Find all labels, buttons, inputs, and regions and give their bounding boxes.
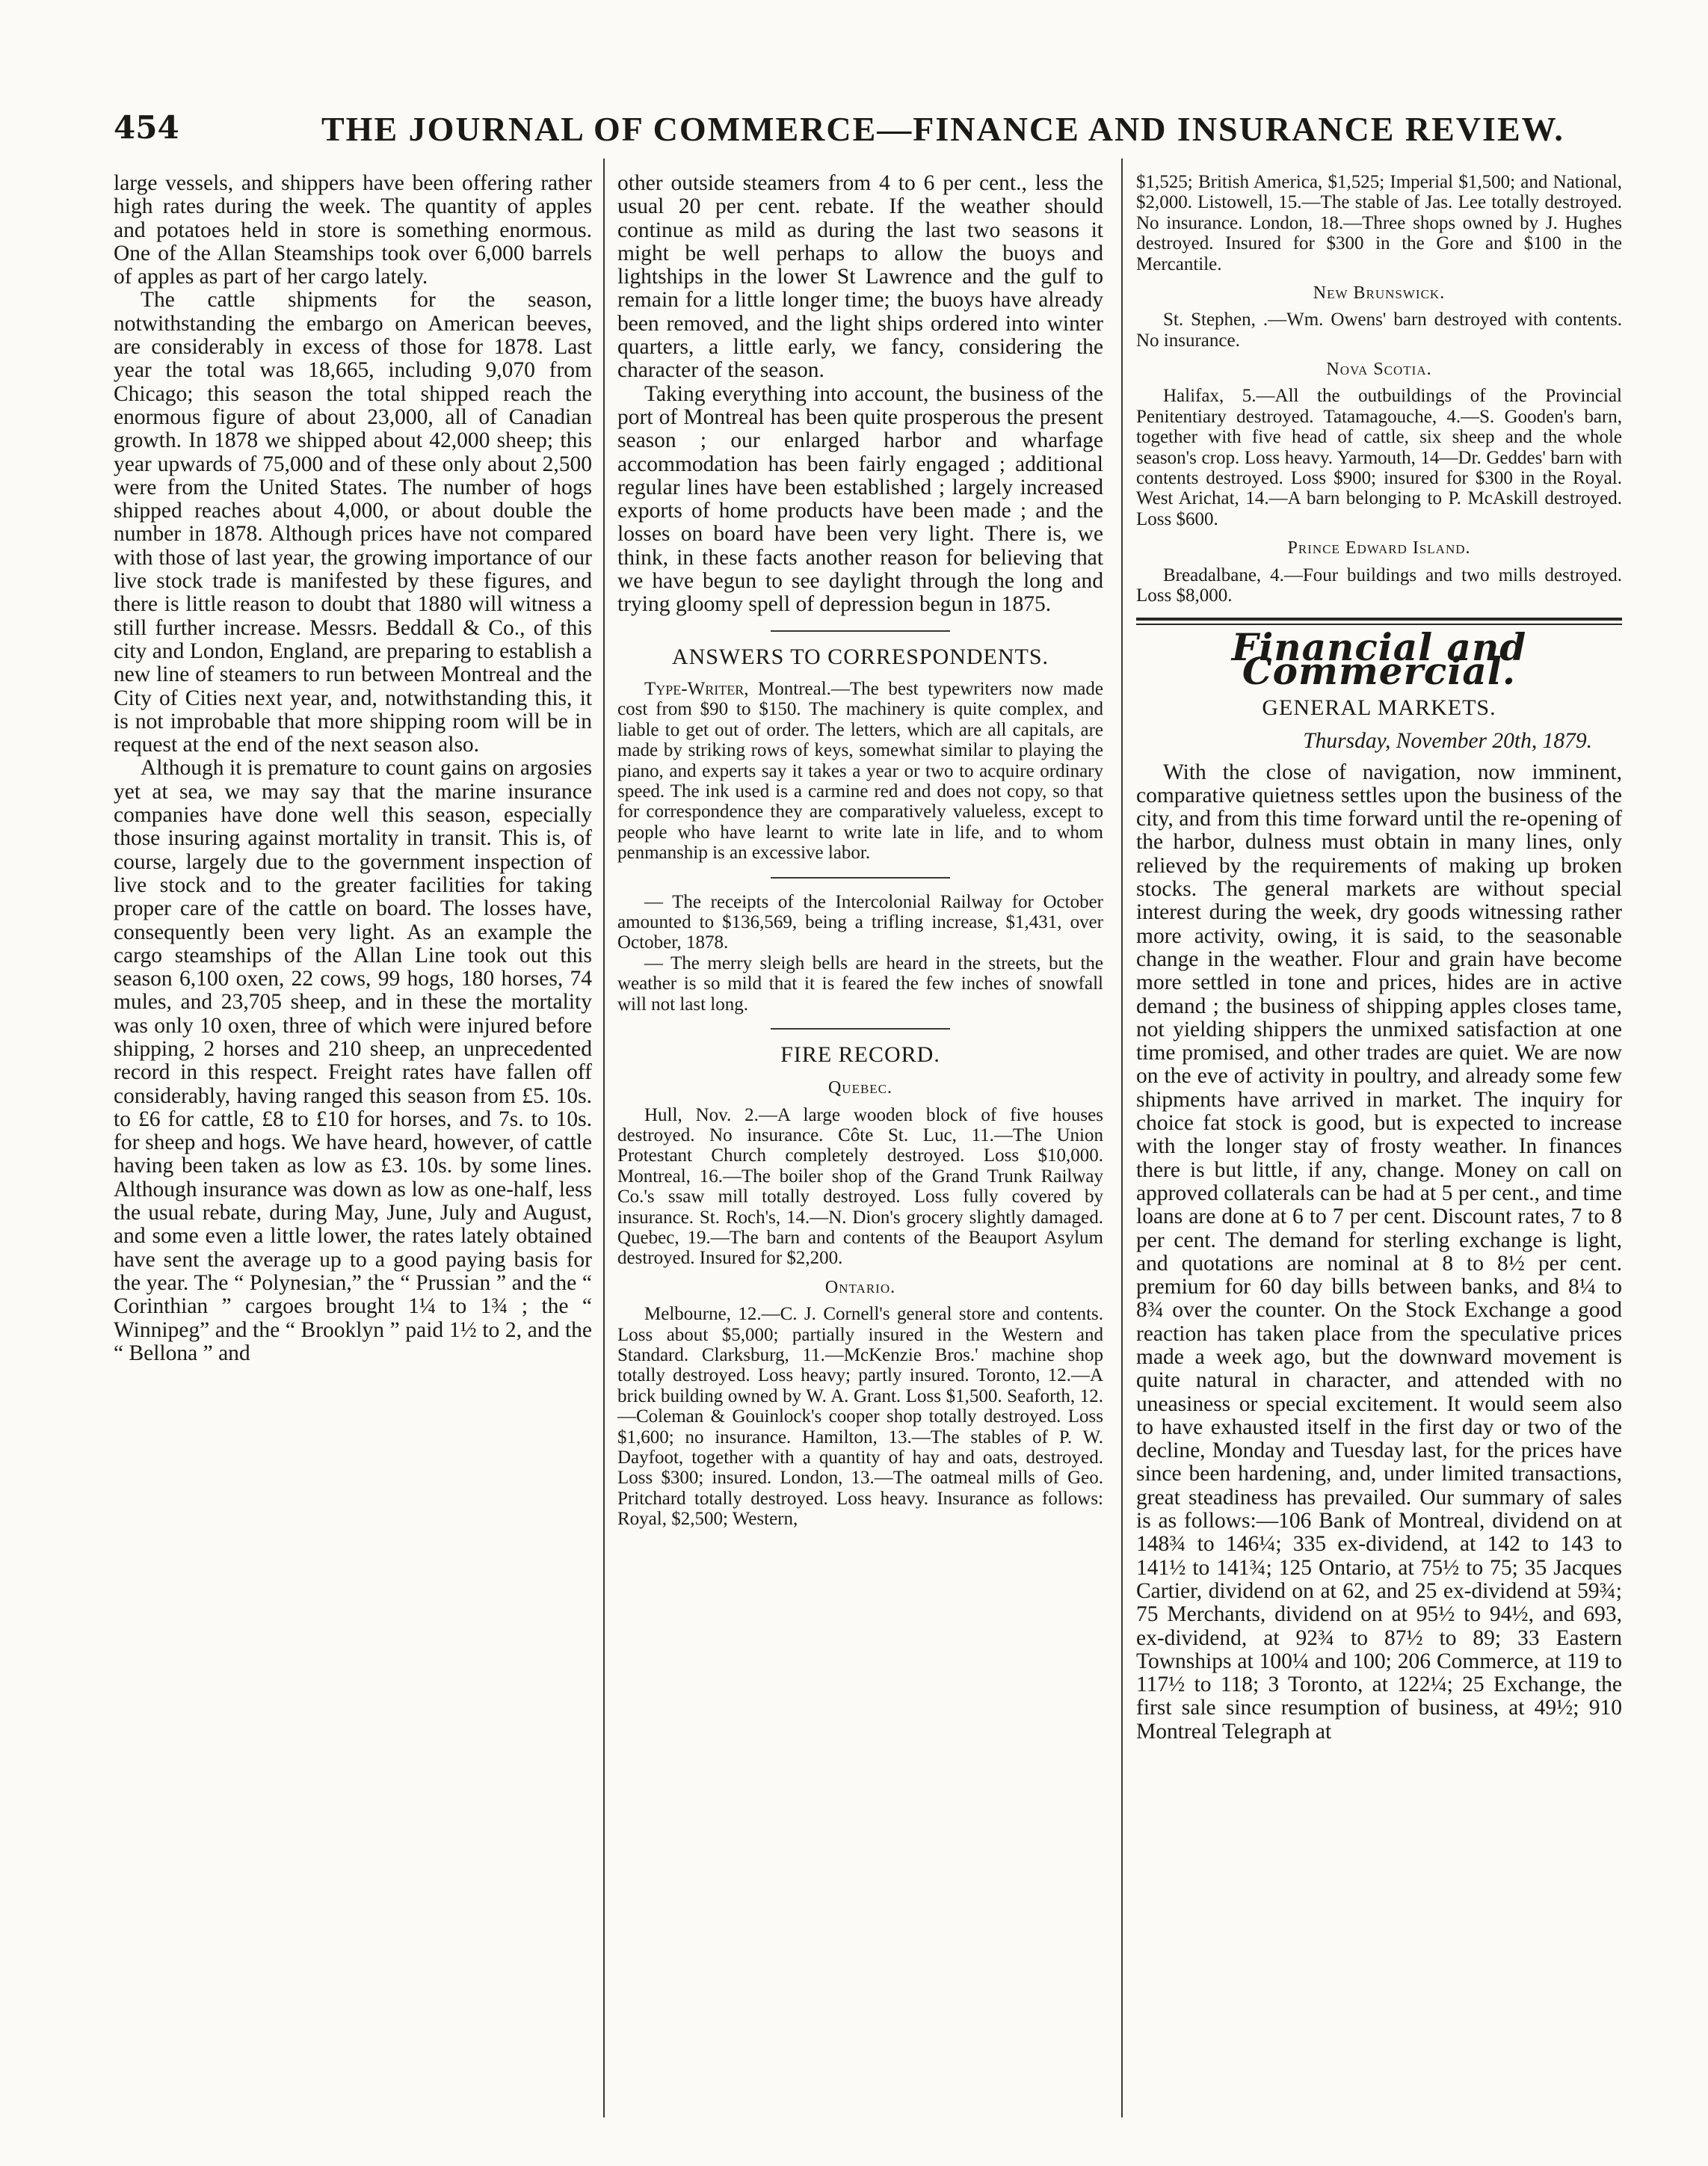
column-2 [617, 172, 1103, 2101]
article-paragraph: Although it is premature to count gains on argosies yet at sea, we may say that the marine insurance companies have done well this season, especially those insuring against mortality in transit. This is, of course, largely due to the government inspection of live stock and to the greater facilities for taking proper care of the cattle on board. The losses have, consequently been very light. As an example the cargo steamships of the Allan Line took out this season 6,100 oxen, 22 cows, 99 hogs, 180 horses, 74 mules, and 23,705 sheep, and in these the mortality was only 10 oxen, three of which were injured before shipping, 2 horses and 210 sheep, an unprecedented record in this respect. Freight rates have fallen off considerably, having ranged this season from £5. 10s. to £6 for cattle, £8 to £10 for horses, and 7s. to 10s. for sheep and hogs. We have heard, however, of cattle having been taken as low as £3. 10s. by some lines. Although insurance was down as low as one-half, less the usual rebate, during May, June, July and August, and some even a little lower, the rates lately obtained have sent the average up to a good paying basis for the year. The “ Polynesian,” the “ Prussian ” and the “ Corinthian ” cargoes brought 1¼ to 1¾ ; the “ Winnipeg” and the “ Brooklyn ” paid 1½ to 2, and the “ Bellona ” and [114, 756, 592, 1365]
province-heading: Nova Scotia. [1326, 360, 1432, 380]
article-paragraph: large vessels, and shippers have been offering rather high rates during the week. The quantity of apples and potatoes held in store is something enormous. One of the Allan Steamships took over 6,000 barrels of apples as part of her cargo lately. [114, 172, 592, 289]
markets-paragraph: With the close of navigation, now imminent, comparative quietness settles upon the business of the city, and from this time forward until the re-opening of the harbor, dulness must obtain in many lines, only relieved by the requirements of making up broken stocks. The general markets are without special interest during the week, dry goods witnessing rather more activity, owing, it is said, to the seasonable change in the weather. Flour and grain have become more settled in tone and prices, hides are in active demand ; the business of shipping apples closes tame, not yielding shippers the unmixed satisfaction at one time promised, and other trades are quiet. We are now on the eve of activity in poultry, and already some few shipments have arrived in market. The inquiry for choice fat stock is good, but is expected to increase with the longer stay of frosty weather. In finances there is but little, if any, change. Money on call on approved collaterals can be had at 5 per cent., and time loans are done at 6 to 7 per cent. Discount rates, 7 to 8 per cent. The demand for sterling exchange is light, and quotations are nominal at 8 to 8½ per cent. premium for 60 day bills between banks, and 8¼ to 8¾ over the counter. On the Stock Exchange a good reaction has taken place from the speculative prices made a week ago, but the downward movement is quite natural in character, and attended with no uneasiness or special excitement. It would seem also to have exhausted itself in the first day or two of the decline, Monday and Tuesday last, for the prices have since been hardening, and, under limited transactions, great steadiness has prevailed. Our summary of sales is as follows:—106 Bank of Montreal, dividend on at 148¾ to 146¼; 335 ex-dividend, at 142 to 143 to 141½ to 141¾; 125 Ontario, at 75½ to 75; 35 Jacques Cartier, dividend on at 62, and 25 ex-dividend at 59¾; 75 Merchants, dividend on at 95½ to 94½, and 693, ex-dividend, at 92¾ to 87½ to 89; 33 Eastern Townships at 100¼ and 100; 206 Commerce, at 119 to 117½ to 118; 3 Toronto, at 122¼; 25 Exchange, the first sale since resumption of business, at 49½; 910 Montreal Telegraph at [1136, 760, 1622, 1744]
article-paragraph: other outside steamers from 4 to 6 per cent., less the usual 20 per cent. rebate. If the weather should continue as mild as during the last two seasons it might be well perhaps to allow the buoys and lightships in the lower St Lawrence and the gulf to remain for a little longer time; the buoys have already been removed, and the light ships ordered into winter quarters, a little early, we fancy, considering the character of the season. [617, 172, 1103, 383]
province-heading: Ontario. [824, 1277, 896, 1297]
province-heading: New Brunswick. [1313, 283, 1446, 304]
column-3 [1136, 172, 1622, 2101]
province-heading: Quebec. [827, 1078, 893, 1098]
section-rule [771, 877, 950, 879]
section-rule [1136, 618, 1622, 621]
article-paragraph: Taking everything into account, the business of the port of Montreal has been quite prosperous the present season ; our enlarged harbor and wharfage accommodation has been fairly engaged ; additional regular lines have been established ; largely increased exports of home products have been made ; and the losses on board have been very light. There is, we think, in these facts another reason for believing that we have begun to see daylight through the long and trying gloomy spell of depression begun in 1875. [617, 381, 1103, 617]
article-paragraph: The cattle shipments for the season, notwithstanding the embargo on American beeves, are considerably in excess of those for 1878. Last year the total was 18,665, including 9,070 from Chicago; this season the total shipped reach the enormous figure of about 23,000, all of Canadian growth. In 1878 we shipped about 42,000 sheep; this year upwards of 75,000 and of these only about 2,500 were from the United States. The number of hogs shipped reaches about 4,000, or about double the number in 1878. Although prices have not compared with those of last year, the growing importance of our live stock trade is manifested by these figures, and there is little reason to doubt that 1880 will witness a still further increase. Messrs. Beddall & Co., of this city and London, England, are preparing to establish a new line of steamers to run between Montreal and the City of Cities next year, and, notwithstanding this, it is not improbable that more shipping room will be in request at the end of the next season also. [114, 288, 592, 757]
province-heading: Prince Edward Island. [1287, 538, 1471, 559]
news-note: — The receipts of the Intercolonial Railway for October amounted to $136,569, being a trifling increase, $1,431, over October, 1878. [617, 891, 1103, 953]
fire-entries: $1,525; British America, $1,525; Imperial $1,500; and National, $2,000. Listowell, 15.—The stable of Jas. Lee totally destroyed. No insurance. London, 18.—Three shops owned by J. Hughes destroyed. Insured for $300 in the Gore and $100 in the Mercantile. [1136, 172, 1622, 274]
fire-entries: Halifax, 5.—All the outbuildings of the Provincial Penitentiary destroyed. Tatamagouche, 4.—S. Gooden's barn, together with five head of cattle, six sheep and the whole season's crop. Loss heavy. Yarmouth, 14—Dr. Geddes' barn with contents destroyed. Loss $900; insured for $300 in the Royal. West Arichat, 14.—A barn belonging to P. McAskill destroyed. Loss $600. [1136, 386, 1622, 529]
section-rule [771, 1028, 950, 1030]
section-rule [771, 630, 950, 632]
column-1 [114, 172, 592, 2101]
answers-heading: ANSWERS TO CORRESPONDENTS. [671, 644, 1049, 669]
fire-entries: Hull, Nov. 2.—A large wooden block of five houses destroyed. No insurance. Côte St. Luc, 11.—The Union Protestant Church completely destroyed. Loss $10,000. Montreal, 16.—The boiler shop of the Grand Trunk Railway Co.'s ssaw mill totally destroyed. Loss fully covered by insurance. St. Roch's, 14.—N. Dion's grocery slightly damaged. Quebec, 19.—The barn and contents of the Beauport Asylum destroyed. Insured for $2,200. [617, 1104, 1103, 1269]
column-divider-2 [1121, 159, 1123, 2117]
dateline: Thursday, November 20th, 1879. [1303, 729, 1592, 754]
fire-entries: Melbourne, 12.—C. J. Cornell's general store and contents. Loss about $5,000; partially insured in the Western and Standard. Clarksburg, 11.—McKenzie Bros.' machine shop totally destroyed. Loss heavy; partly insured. Toronto, 12.—A brick building owned by W. A. Grant. Loss $1,500. Seaforth, 12.—Coleman & Gouinlock's cooper shop totally destroyed. Loss $1,600; no insurance. Hamilton, 13.—The stables of P. W. Dayfoot, together with a quantity of hay and oats, destroyed. Loss $300; insured. London, 13.—The oatmeal mills of Geo. Pritchard totally destroyed. Loss heavy. Insurance as follows: Royal, $2,500; Western, [617, 1304, 1103, 1530]
journal-title: THE JOURNAL OF COMMERCE—FINANCE AND INSURANCE REVIEW. [321, 110, 1564, 148]
answers-lead: Type-Writer, [644, 678, 749, 699]
fire-entries: St. Stephen, .—Wm. Owens' barn destroyed with contents. No insurance. [1136, 310, 1622, 351]
news-note: — The merry sleigh bells are heard in the streets, but the weather is so mild that it is feared the few inches of snowfall will not last long. [617, 953, 1103, 1015]
column-divider-1 [603, 159, 605, 2117]
page-number: 454 [114, 109, 179, 146]
answers-paragraph [617, 679, 1103, 864]
section-title: Financial and Commercial. [1231, 625, 1527, 693]
fire-record-heading: FIRE RECORD. [780, 1042, 940, 1068]
answers-body: Montreal.—The best typewriters now made cost from $90 to $150. The machinery is quite complex, and liable to get out of order. The letters, which are all capitals, are made by striking rows of keys, somewhat similar to playing the piano, and experts say it takes a year or two to acquire ordinary speed. The ink used is a carmine red and does not copy, so that for correspondence they are comparatively valueless, except to people who have learnt to write late in life, and to whom penmanship is an excessive labor. [617, 678, 1103, 864]
markets-heading: GENERAL MARKETS. [1262, 695, 1496, 720]
fire-entries: Breadalbane, 4.—Four buildings and two mills destroyed. Loss $8,000. [1136, 564, 1622, 606]
